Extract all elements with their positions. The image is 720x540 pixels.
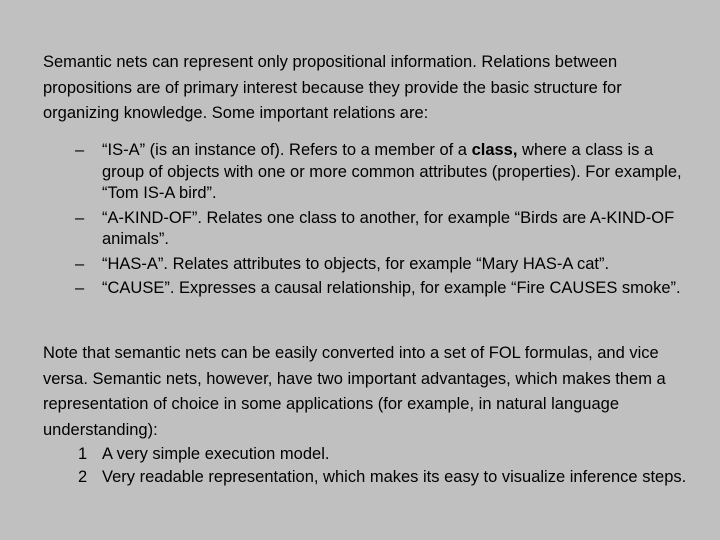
dash-bullet: – <box>75 208 85 227</box>
advantage-text: Very readable representation, which makes its easy to visualize inference steps. <box>102 467 687 486</box>
relation-item-is-a <box>43 140 683 205</box>
relation-item-has-a <box>43 254 683 276</box>
relation-item-cause <box>43 278 683 300</box>
class-bold-term: class, <box>471 141 518 159</box>
advantage-number: 1 <box>78 445 88 463</box>
relation-text <box>102 141 682 202</box>
relation-text: “A-KIND-OF”. Relates one class to another, for example “Birds are A-KIND-OF animals”. <box>102 208 675 248</box>
advantage-text: A very simple execution model. <box>102 445 330 463</box>
relation-text-part: “IS-A” (is an instance of). Refers to a member of a <box>102 141 472 159</box>
dash-bullet: – <box>75 279 85 297</box>
note-paragraph: Note that semantic nets can be easily converted into a set of FOL formulas, and vice versa. Semantic nets, however, have two important advantages, which makes them a representation of choice in some applications (for example, in natural language understanding): <box>43 344 666 439</box>
relation-item-a-kind-of <box>43 208 683 251</box>
relation-text-part: where a class is a group of objects with one or more common attributes (properties). For example, “Tom IS-A bird”. <box>102 141 682 202</box>
dash-bullet: – <box>75 141 85 159</box>
advantage-number: 2 <box>78 467 88 486</box>
advantage-item <box>43 443 693 466</box>
relation-text: “CAUSE”. Expresses a causal relationship, for example “Fire CAUSES smoke”. <box>102 279 681 297</box>
intro-paragraph: Semantic nets can represent only propositional information. Relations between propositions are of primary interest because they provide the basic structure for organizing knowledge. Some important relations are: <box>43 53 622 122</box>
relations-list <box>43 140 683 303</box>
relation-text: “HAS-A”. Relates attributes to objects, for example “Mary HAS-A cat”. <box>102 254 610 273</box>
advantage-item <box>43 466 693 489</box>
note-block <box>43 341 693 488</box>
dash-bullet: – <box>75 254 85 273</box>
advantages-list <box>43 443 693 488</box>
